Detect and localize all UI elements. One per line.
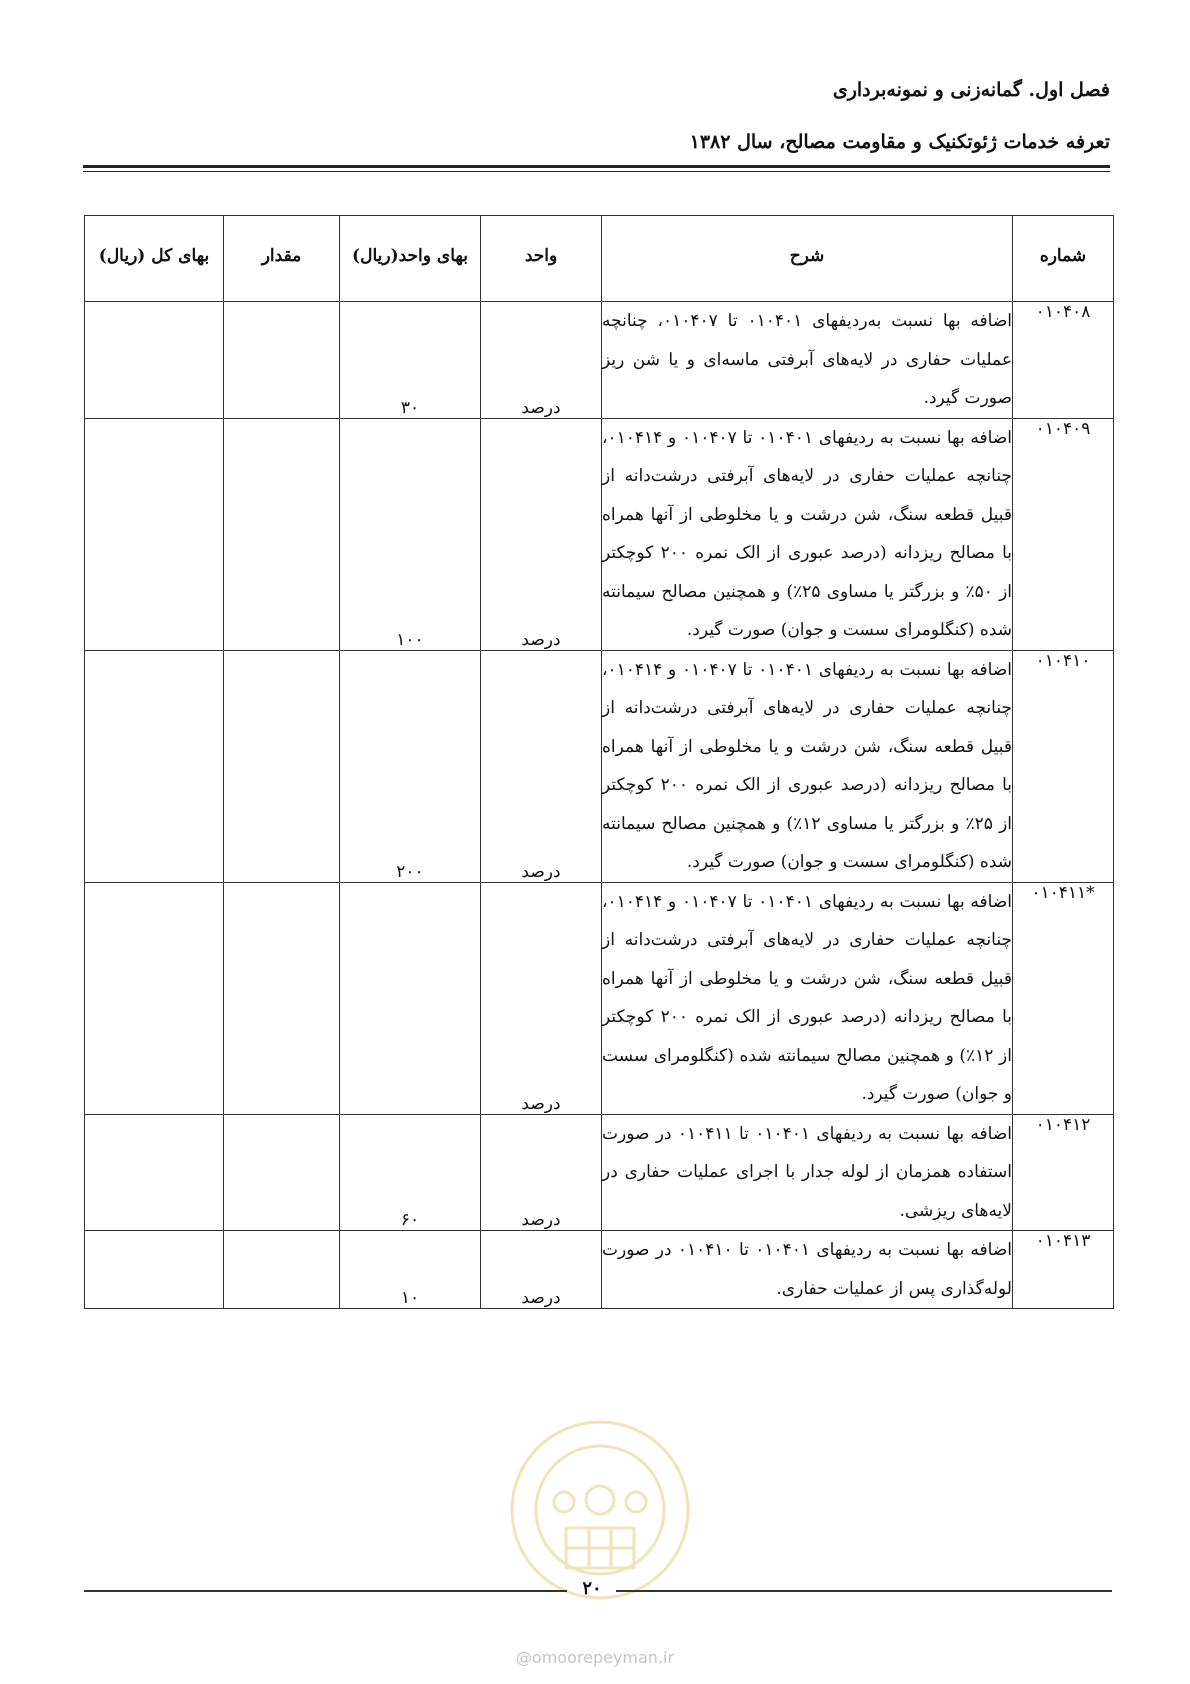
- table-row: [85, 1231, 1114, 1309]
- table-row: [85, 882, 1114, 1114]
- row-number: ۰۱۰۴۰۹: [1013, 418, 1114, 650]
- document-subtitle: تعرفه خدمات ژئوتکنیک و مقاومت مصالح، سال ۱۳۸۲: [689, 131, 1110, 153]
- website-watermark: @omoorepeyman.ir: [515, 1648, 675, 1667]
- row-description: اضافه بها نسبت به ردیفهای ۰۱۰۴۰۱ تا ۰۱۰۴۰۷ و ۰۱۰۴۱۴، چنانچه عملیات حفاری در لایه‌های آبرفتی درشت‌دانه از قبیل قطعه سنگ، شن درشت و یا مخلوطی از آنها همراه با مصالح ریزدانه (درصد عبوری از الک نمره ۲۰۰ کوچکتر از ۲۵٪ و بزرگتر یا مساوی ۱۲٪) و همچنین مصالح سیمانته شده (کنگلومرای سست و جوان) صورت گیرد.: [602, 650, 1013, 882]
- row-description: اضافه بها نسبت به‌ردیفهای ۰۱۰۴۰۱ تا ۰۱۰۴۰۷، چنانچه عملیات حفاری در لایه‌های آبرفتی ماسه‌ای و یا شن ریز صورت گیرد.: [602, 302, 1013, 419]
- column-header-unit-price: بهای واحد(ریال): [340, 216, 481, 302]
- row-number: *۰۱۰۴۱۱: [1013, 882, 1114, 1114]
- row-total-price: [85, 882, 224, 1114]
- page-header: [85, 78, 1110, 154]
- row-number: ۰۱۰۴۱۰: [1013, 650, 1114, 882]
- row-quantity: [224, 1114, 340, 1231]
- column-header-number: شماره: [1013, 216, 1114, 302]
- chapter-title: فصل اول. گمانه‌زنی و نمونه‌برداری: [832, 79, 1110, 101]
- row-unit-price: [340, 882, 481, 1114]
- row-unit: درصد: [481, 418, 602, 650]
- row-description: اضافه بها نسبت به ردیفهای ۰۱۰۴۰۱ تا ۰۱۰۴۰۷ و ۰۱۰۴۱۴، چنانچه عملیات حفاری در لایه‌های آبرفتی درشت‌دانه از قبیل قطعه سنگ، شن درشت و یا مخلوطی از آنها همراه با مصالح ریزدانه (درصد عبوری از الک نمره ۲۰۰ کوچکتر از ۱۲٪) و همچنین مصالح سیمانته شده (کنگلومرای سست و جوان) صورت گیرد.: [602, 882, 1013, 1114]
- row-total-price: [85, 302, 224, 419]
- footer-divider-right: [616, 1590, 1112, 1592]
- row-description: اضافه بها نسبت به ردیفهای ۰۱۰۴۰۱ تا ۰۱۰۴۱۱ در صورت استفاده همزمان از لوله جدار با اجرای عملیات حفاری در لایه‌های ریزشی.: [602, 1114, 1013, 1231]
- column-header-quantity: مقدار: [224, 216, 340, 302]
- row-unit-price: ۳۰: [340, 302, 481, 419]
- header-divider: [83, 165, 1110, 172]
- row-unit: درصد: [481, 882, 602, 1114]
- page-number: ۲۰: [582, 1578, 602, 1599]
- table-row: [85, 302, 1114, 419]
- row-description: اضافه بها نسبت به ردیفهای ۰۱۰۴۰۱ تا ۰۱۰۴۱۰ در صورت لوله‌گذاری پس از عملیات حفاری.: [602, 1231, 1013, 1309]
- row-number: ۰۱۰۴۰۸: [1013, 302, 1114, 419]
- row-unit: درصد: [481, 650, 602, 882]
- table-row: [85, 650, 1114, 882]
- column-header-total-price: بهای کل (ریال): [85, 216, 224, 302]
- row-quantity: [224, 650, 340, 882]
- row-quantity: [224, 1231, 340, 1309]
- row-total-price: [85, 650, 224, 882]
- table-header-row: [85, 216, 1114, 302]
- row-total-price: [85, 418, 224, 650]
- row-total-price: [85, 1231, 224, 1309]
- row-quantity: [224, 418, 340, 650]
- row-number: ۰۱۰۴۱۲: [1013, 1114, 1114, 1231]
- footer-divider-left: [84, 1590, 567, 1592]
- row-description: اضافه بها نسبت به ردیفهای ۰۱۰۴۰۱ تا ۰۱۰۴۰۷ و ۰۱۰۴۱۴، چنانچه عملیات حفاری در لایه‌های آبرفتی درشت‌دانه از قبیل قطعه سنگ، شن درشت و یا مخلوطی از آنها همراه با مصالح ریزدانه (درصد عبوری از الک نمره ۲۰۰ کوچکتر از ۵۰٪ و بزرگتر یا مساوی ۲۵٪) و همچنین مصالح سیمانته شده (کنگلومرای سست و جوان) صورت گیرد.: [602, 418, 1013, 650]
- tariff-table: [84, 215, 1114, 1309]
- row-quantity: [224, 302, 340, 419]
- column-header-description: شرح: [602, 216, 1013, 302]
- row-total-price: [85, 1114, 224, 1231]
- row-unit: درصد: [481, 1231, 602, 1309]
- column-header-unit: واحد: [481, 216, 602, 302]
- row-number: ۰۱۰۴۱۳: [1013, 1231, 1114, 1309]
- watermark-seal-icon: [480, 1400, 720, 1600]
- row-unit-price: ۶۰: [340, 1114, 481, 1231]
- row-unit: درصد: [481, 1114, 602, 1231]
- row-quantity: [224, 882, 340, 1114]
- table-row: [85, 1114, 1114, 1231]
- row-unit-price: ۱۰۰: [340, 418, 481, 650]
- table-row: [85, 418, 1114, 650]
- row-unit-price: ۱۰: [340, 1231, 481, 1309]
- row-unit-price: ۲۰۰: [340, 650, 481, 882]
- row-unit: درصد: [481, 302, 602, 419]
